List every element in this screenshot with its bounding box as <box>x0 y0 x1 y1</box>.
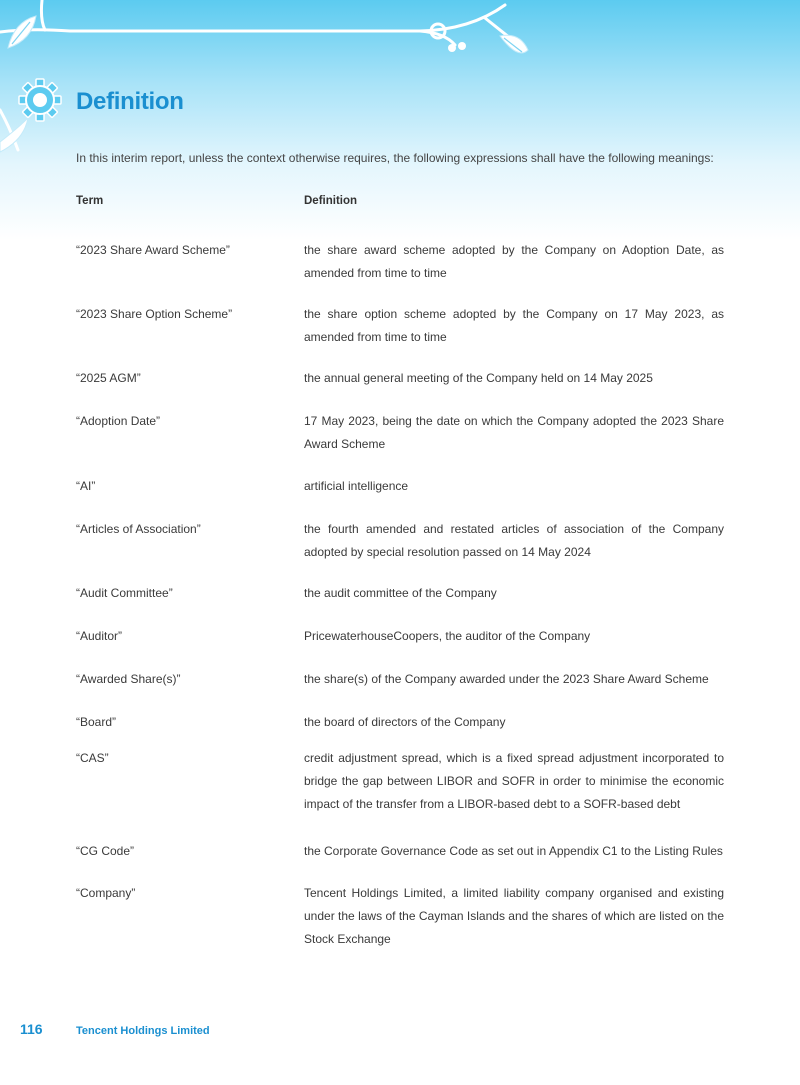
definition-cell: the annual general meeting of the Company held on 14 May 2025 <box>304 371 653 385</box>
definition-cell: the share option scheme adopted by the Company on 17 May 2023, as amended from time to time <box>304 307 724 344</box>
term-cell: “Board” <box>76 715 117 729</box>
table-row <box>76 882 724 954</box>
table-row <box>76 367 724 410</box>
table-row <box>76 747 724 840</box>
term-cell: “CG Code” <box>76 844 135 858</box>
term-cell: “Articles of Association” <box>76 522 201 536</box>
table-row <box>76 582 724 625</box>
intro-text: In this interim report, unless the context otherwise requires, the following expressions shall have the following meanings: <box>76 151 714 165</box>
page-title: Definition <box>76 88 184 115</box>
leaf-icon <box>500 35 528 53</box>
term-cell: “2025 AGM” <box>76 371 141 385</box>
definitions-table <box>76 195 724 954</box>
table-row <box>76 518 724 582</box>
header-term: Term <box>76 195 104 207</box>
definition-cell: 17 May 2023, being the date on which the Company adopted the 2023 Share Award Scheme <box>304 414 724 451</box>
table-row <box>76 711 724 747</box>
page-number: 116 <box>20 1021 43 1037</box>
term-cell: “2023 Share Award Scheme” <box>76 243 230 257</box>
table-row <box>76 625 724 668</box>
term-cell: “2023 Share Option Scheme” <box>76 307 233 321</box>
footer-company-name: Tencent Holdings Limited <box>76 1025 210 1037</box>
definition-cell: the fourth amended and restated articles of association of the Company adopted by special resolution passed on 14 May 2024 <box>304 522 724 559</box>
table-row <box>76 239 724 303</box>
term-cell: “Company” <box>76 886 136 900</box>
header-definition: Definition <box>304 195 358 207</box>
definition-cell: artificial intelligence <box>304 479 409 493</box>
term-cell: “AI” <box>76 479 96 493</box>
table-header <box>76 195 724 239</box>
table-row <box>76 475 724 518</box>
table-row <box>76 668 724 711</box>
definition-cell: the share award scheme adopted by the Company on Adoption Date, as amended from time to time <box>304 243 724 280</box>
gear-icon <box>19 79 61 121</box>
table-row <box>76 410 724 475</box>
term-cell: “Adoption Date” <box>76 414 161 428</box>
table-row <box>76 303 724 367</box>
term-cell: “Awarded Share(s)” <box>76 672 181 686</box>
table-row <box>76 840 724 882</box>
definition-cell: Tencent Holdings Limited, a limited liability company organised and existing under the laws of the Cayman Islands and the shares of which are listed on the Stock Exchange <box>304 886 724 946</box>
definition-cell: credit adjustment spread, which is a fixed spread adjustment incorporated to bridge the gap between LIBOR and SOFR in order to minimise the economic impact of the transfer from a LIBOR-based debt to a SOFR-based debt <box>304 751 724 811</box>
leaf-icon <box>0 118 28 152</box>
term-cell: “Audit Committee” <box>76 586 173 600</box>
term-cell: “Auditor” <box>76 629 123 643</box>
definition-cell: the audit committee of the Company <box>304 586 497 600</box>
definition-cell: PricewaterhouseCoopers, the auditor of the Company <box>304 629 591 643</box>
term-cell: “CAS” <box>76 751 109 765</box>
definition-cell: the share(s) of the Company awarded under the 2023 Share Award Scheme <box>304 672 709 686</box>
definition-cell: the board of directors of the Company <box>304 715 506 729</box>
definition-cell: the Corporate Governance Code as set out in Appendix C1 to the Listing Rules <box>304 844 723 858</box>
